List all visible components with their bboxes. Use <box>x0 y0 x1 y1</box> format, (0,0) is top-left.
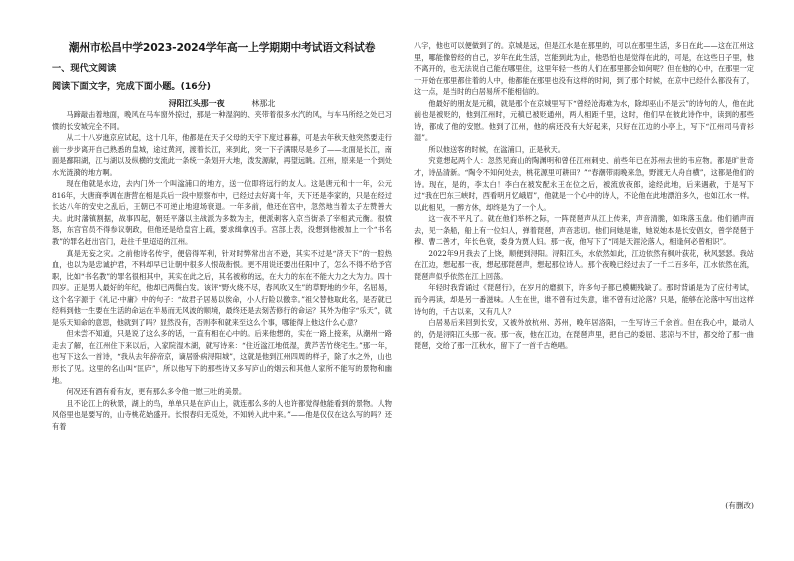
article-author: 林那北 <box>251 99 276 108</box>
paragraph: 2022年9月我去了上饶，顺便到浔阳。浔阳江头，水依然如此，江边依然有枫叶荻花，秋风瑟瑟。我站在江边，想起那一夜，想起那琵琶声，想起那位诗人。那个夜晚已经过去了一千二百多年，江水依然在流，琵琶声似乎依然在江上回荡。 <box>414 248 754 281</box>
paragraph: 现在他就是水边，去内门外一个叫湓浦口的地方，送一位即将远行的友人。这是唐元和十一年，公元816年，大唐商季调在唐营在相是兵后一段中原察布中，已经过去好离十年，天下还是李家的，只是在经过长达八年的安史之乱后，王朝已不可逆止地迎场衰退。一年多前，他还在宫中，忽然地当着太子左赞善大夫。此时藩镇割据，战事四起，朝廷平藩以主战派为多数为主，便派刺客入京当街杀了宰相武元衡。很愤怒，东宫官员不得参议朝政，但他还是给皇宫上疏，要求缉拿凶手。宫部上表，没想到他被加上一个“书名教”的罪名赶出宫门，赴往千里迢迢的江州。 <box>52 179 392 247</box>
paragraph: 究竟想起两个人：忽然见商山的陶渊明和曾任江州刺史、前些年已在苏州去世的韦应物。都是旷世奇才，诗品清新。“陶令不知何处去，桃花源里可耕田？”“春潮带雨晚来急，野渡无人舟自横”，这都是他们的诗。现在，是的，李太白！李白在被发配永王在位之后，被流放夜郎，途经此地，后来遇赦，于是写下过“我在巴东三峡时，西看明月忆峨眉”，他就是一个心中的诗人，不论他在此地漂泊多久，也如江水一样。以此相见，一醉方休，却终是为了一个人。 <box>414 156 754 212</box>
article-heading <box>52 98 392 109</box>
paragraph: 从二十八岁進京应试起，这十几年，他都是在天子父母的天宇下度过暮暮，可是去年秋天他突然要走行前一步步离开自己熟悉的皇城，途过黄河，渡着长江，来到此，突一下子满眼尽是乡了——北面是长江，南面是鄱阳湖，江与湖以及纵横的支流此一条统一条划开大地，泼发源献，再望远眺。江州，原来是一个到处水光涟漪的地方啊。 <box>52 133 392 177</box>
paragraph: 真是无妄之灾。之前他诗名传宇，便倍得军利，针对时弊常出言不逊，其实不过是“济天下”的一腔热血，也以为是忠诚护君，不料却早已让朝中很多人恨哉衔恨。更不用说还要出任阳中了，怎么不得不给予官职，比如“书名教”的罪名很相其中，其实在此之后，其名被称的远，在大力的东在不能大力之大为力。四十四岁。正是男人最好的年纪，他却已两鬓白发。该评“野火烧不尽，春风吹又生”的草野地的少年，名屈易，这个名字源于《礼记·中庸》中的句子：“故君子居易以俟命，小人行险以徼幸。”祖父替他取此名，是否就已经料到他一生要在生活的命运在半易而无风波的顺境，最终还是去刻苦修行的命运？其外为他字“乐天”，就是乐天知命的意思，他就到了吗？显然没有，否则李和就来至这么个事，哪能得上他这什么心意？ <box>52 248 392 327</box>
instruction: 阅读下面文字，完成下面小题。(16分) <box>52 81 211 92</box>
paragraph: 但未尝不知道，只是说了这么多的话，一直有相在心中的。后来他想的，实在一路上接来，从潮州一路走去了解，在江州住下来以后，入家院湿木湖，就写诗来：“住近湓江地低湿，黄芦苦竹绕宅生。”那一年，也写下这么一首诗，“我从去年辞帝京，谪居卧病浔阳城”，这就是他到江州四周的样子，除了水之外，山也形长了见。这里的名山叫“匡庐”，所以他写下的那些诗又多写庐山的烟云和其他人家所不能写的景物和幽地。 <box>52 329 392 385</box>
paragraph: 年轻时我背诵过《琵琶行》，在岁月的磨损下，许多句子都已模糊残缺了。那时背诵是为了应付考试，而今再读，却是另一番滋味。人生在世，谁不曾有过失意，谁不曾有过沦落？只是，能够在沦落中写出这样诗句的，千古以来，又有几人？ <box>414 283 754 316</box>
right-column <box>414 0 754 561</box>
source-note: (有删改) <box>725 501 754 510</box>
left-column <box>52 0 392 561</box>
article-title: 浔阳江头那一夜 <box>168 98 225 108</box>
paragraph: 白居易后来回到长安，又被外放杭州、苏州，晚年居洛阳，一生写诗三千余首。但在我心中，最动人的，仍是浔阳江头那一夜。那一夜，他在江边，在琵琶声里，把自己的委屈、悲凉与不甘，都交给了那一曲琵琶，交给了那一江秋水，留下了一首千古绝唱。 <box>414 318 754 351</box>
page-title: 潮州市松昌中学2023-2024学年高一上学期期中考试语文科试卷 <box>68 41 376 54</box>
paragraph: 这一夜不平凡了。就在他们举杯之际，一阵琵琶声从江上传来，声音清脆，如珠落玉盘。他们循声而去，见一条船，船上有一位妇人，弹着琵琶，声音悲切。他们问她是谁，她说她本是长安倡女，曾学琵琶于穆、曹二善才，年长色衰，委身为贾人妇。那一夜，他写下了“同是天涯沦落人，相逢何必曾相识”。 <box>414 214 754 247</box>
section-heading: 一、现代文阅读 <box>52 63 117 74</box>
paragraph: 他最好的朋友是元稹，就是那个在京城里写下“曾经沧海难为水，除却巫山不是云”的诗句的人，他在此前也是被贬的，他到江州时，元稹已被贬通州，两人相距千里，这时，他们早在彼此诗作中，读到的那些诗，都成了他的安慰。他到了江州，他的病还没有大好起来，只好在江边的小亭上，写下“江州司马青衫湿”。 <box>414 98 754 143</box>
paragraph: 且不论江上的秋景，湖上的鸟，单单只是在庐山上，就连那么多的人也许都觉得他能看到的景物。人物风俗里也是要写的，山寺桃花始盛开。长恨春归无觅处，不知转入此中来。”——他是仅仅在这么写的吗？还有着 <box>52 398 392 431</box>
paragraph: 八字，他也可以便做到了的。京城是远，但是江水是在那里的，可以在那里生活，多日在此——这在江州这里，哪能像曾经的自己，岁年在此生活，岂能到此为止，他恐怕也是觉得在此的，可是，在这些日子里，他不离开的，也无法说自己能在哪里住，这里年轻一些的人们在那里都会如何呢？但在他的心中，在那里一定一开始在那里都住着的人中，他都能在那里也没有这样的时间，到了那个时候，在京中已经什么都没有了，这一点，是当时的白居易所不能相信的。 <box>414 41 754 97</box>
paragraph: 何况还有酒有肴有友，更有那么多令他一慰三吐的美景。 <box>66 387 247 397</box>
paragraph: 马蹄敲击着地面，晚风在马车窗外掠过，那是一种湿润的、夹带着很多水汽的风，与车马所经之处已习惯的长安城完全不同。 <box>52 110 392 131</box>
paragraph: 所以他送客的时候，在湓浦口，正是秋天。 <box>428 144 565 154</box>
